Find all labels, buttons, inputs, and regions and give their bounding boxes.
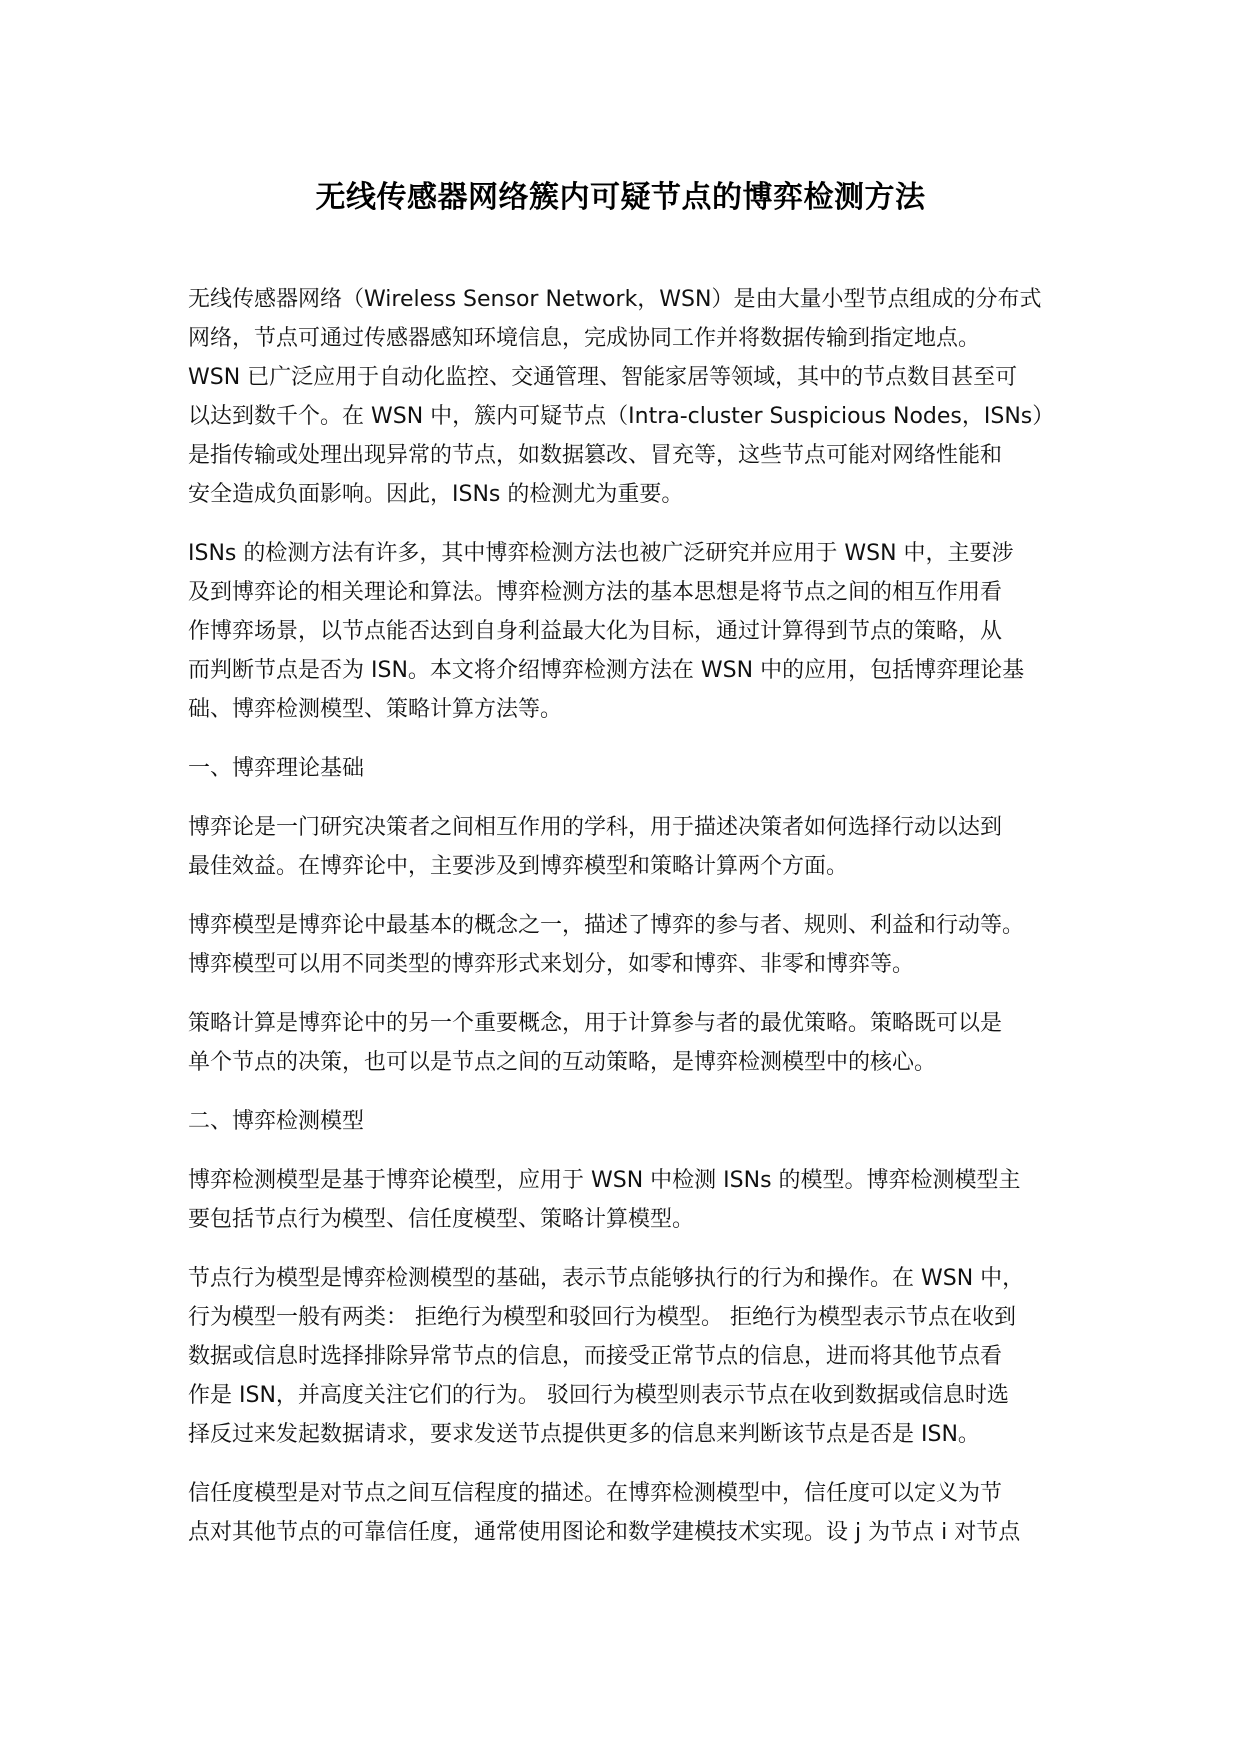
text-line: 安全造成负面影响。因此，ISNs 的检测尤为重要。 xyxy=(188,482,684,507)
text-line: 数据或信息时选择排除异常节点的信息，而接受正常节点的信息，进而将其他节点看 xyxy=(188,1344,1003,1369)
paragraph xyxy=(188,534,1068,729)
text-line: 行为模型一般有两类： 拒绝行为模型和驳回行为模型。 拒绝行为模型表示节点在收到 xyxy=(188,1305,1016,1330)
text-line: 及到博弈论的相关理论和算法。博弈检测方法的基本思想是将节点之间的相互作用看 xyxy=(188,580,1003,605)
text-line: 博弈模型是博弈论中最基本的概念之一，描述了博弈的参与者、规则、利益和行动等。 xyxy=(188,913,1025,938)
text-line: 单个节点的决策，也可以是节点之间的互动策略，是博弈检测模型中的核心。 xyxy=(188,1050,937,1075)
text-line: 信任度模型是对节点之间互信程度的描述。在博弈检测模型中，信任度可以定义为节 xyxy=(188,1481,1003,1506)
text-line: 网络，节点可通过传感器感知环境信息，完成协同工作并将数据传输到指定地点。 xyxy=(188,326,981,351)
text-line: WSN 已广泛应用于自动化监控、交通管理、智能家居等领域，其中的节点数目甚至可 xyxy=(188,365,1018,390)
text-line: 无线传感器网络（Wireless Sensor Network，WSN）是由大量小型节点组成的分布式 xyxy=(188,287,1042,312)
document-title: 无线传感器网络簇内可疑节点的博弈检测方法 xyxy=(315,180,926,215)
text-line: 策略计算是博弈论中的另一个重要概念，用于计算参与者的最优策略。策略既可以是 xyxy=(188,1011,1003,1036)
text-line: 是指传输或处理出现异常的节点，如数据篡改、冒充等，这些节点可能对网络性能和 xyxy=(188,443,1003,468)
text-line: 择反过来发起数据请求，要求发送节点提供更多的信息来判断该节点是否是 ISN。 xyxy=(188,1422,980,1447)
paragraph xyxy=(188,1474,1068,1552)
section-heading: 二、博弈检测模型 xyxy=(188,1109,365,1134)
paragraph xyxy=(188,280,1068,514)
text-line: 作博弈场景，以节点能否达到自身利益最大化为目标，通过计算得到节点的策略，从 xyxy=(188,619,1003,644)
text-line: ISNs 的检测方法有许多，其中博弈检测方法也被广泛研究并应用于 WSN 中，主要涉 xyxy=(188,541,1014,566)
text-line: 最佳效益。在博弈论中，主要涉及到博弈模型和策略计算两个方面。 xyxy=(188,854,849,879)
text-line: 而判断节点是否为 ISN。本文将介绍博弈检测方法在 WSN 中的应用，包括博弈理论基 xyxy=(188,658,1025,683)
paragraph xyxy=(188,808,1068,886)
document-body xyxy=(188,280,1068,1572)
text-line: 博弈检测模型是基于博弈论模型，应用于 WSN 中检测 ISNs 的模型。博弈检测模型主 xyxy=(188,1168,1021,1193)
text-line: 础、博弈检测模型、策略计算方法等。 xyxy=(188,697,563,722)
text-line: 要包括节点行为模型、信任度模型、策略计算模型。 xyxy=(188,1207,695,1232)
text-line: 博弈论是一门研究决策者之间相互作用的学科，用于描述决策者如何选择行动以达到 xyxy=(188,815,1003,840)
text-line: 作是 ISN，并高度关注它们的行为。 驳回行为模型则表示节点在收到数据或信息时选 xyxy=(188,1383,1009,1408)
paragraph xyxy=(188,1161,1068,1239)
paragraph xyxy=(188,1004,1068,1082)
text-line: 点对其他节点的可靠信任度，通常使用图论和数学建模技术实现。设 j 为节点 i 对节点 xyxy=(188,1520,1021,1545)
paragraph xyxy=(188,1259,1068,1454)
text-line: 博弈模型可以用不同类型的博弈形式来划分，如零和博弈、非零和博弈等。 xyxy=(188,952,915,977)
paragraph xyxy=(188,906,1068,984)
section-heading: 一、博弈理论基础 xyxy=(188,756,365,781)
text-line: 以达到数千个。在 WSN 中，簇内可疑节点（Intra-cluster Suspicious Nodes，ISNs） xyxy=(188,404,1055,429)
text-line: 节点行为模型是博弈检测模型的基础，表示节点能够执行的行为和操作。在 WSN 中， xyxy=(188,1266,1025,1291)
